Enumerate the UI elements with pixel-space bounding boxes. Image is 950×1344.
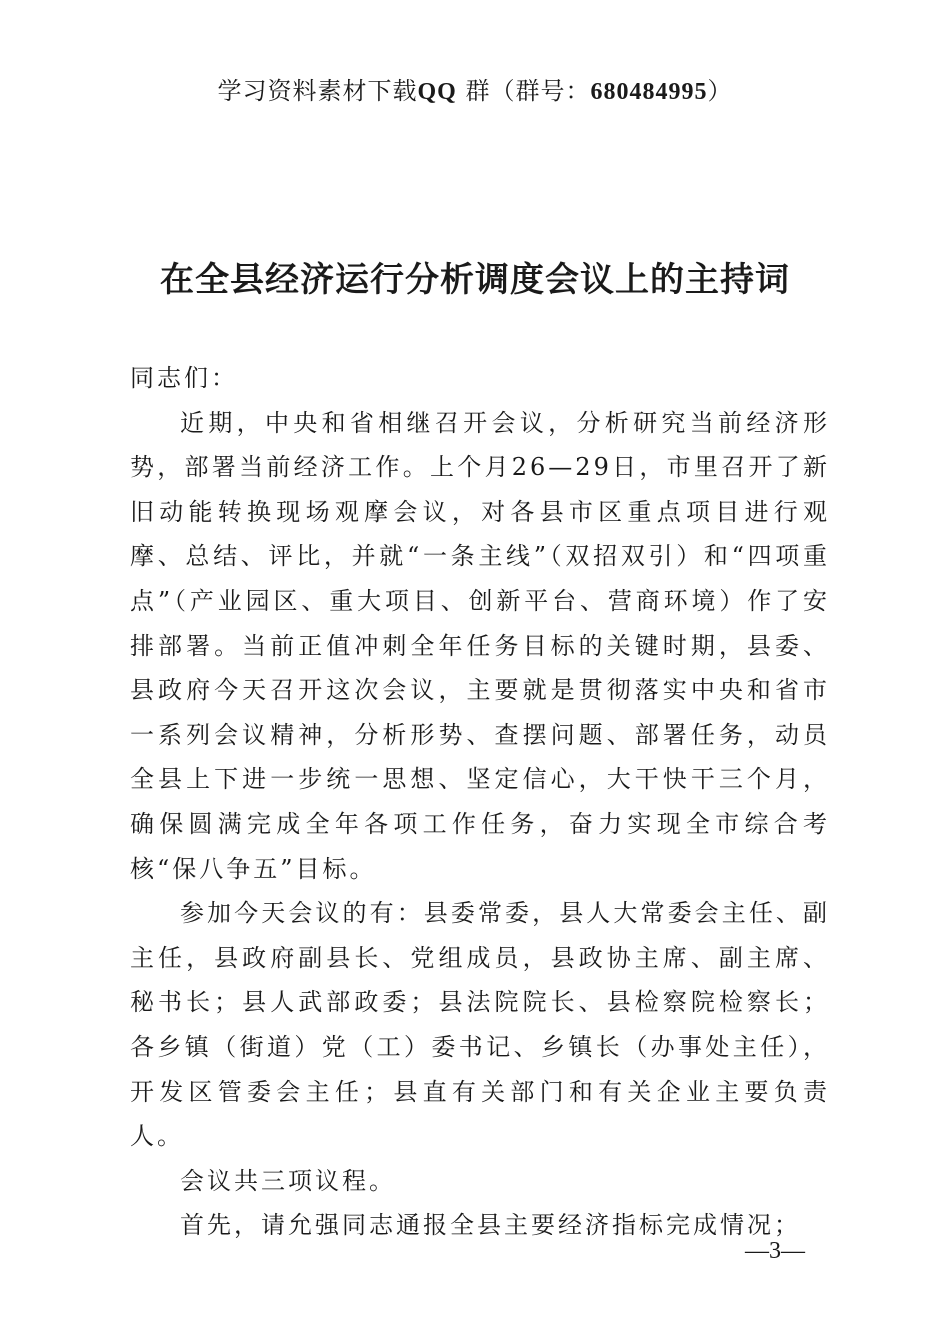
paragraph-attendees: 参加今天会议的有：县委常委，县人大常委会主任、副主任，县政府副县长、党组成员，县政协主席、副主席、秘书长；县人武部政委；县法院院长、县检察院检察长；各乡镇（街道）党（工）委书记、乡镇长（办事处主任），开发区管委会主任；县直有关部门和有关企业主要负责人。 [130, 899, 830, 1151]
paragraph-first-item: 首先，请允强同志通报全县主要经济指标完成情况； [180, 1211, 801, 1240]
document-title: 在全县经济运行分析调度会议上的主持词 [160, 260, 790, 300]
salutation: 同志们： [130, 364, 238, 392]
page-number: —3— [745, 1238, 805, 1264]
paragraph-agenda: 会议共三项议程。 [180, 1166, 396, 1195]
header-note [0, 74, 950, 109]
header-group-number: 680484995 [590, 79, 708, 105]
document-body [130, 356, 830, 1248]
header-qq: QQ [417, 79, 457, 105]
header-text-mid: 群（群号： [456, 77, 591, 105]
paragraph-intro: 近期，中央和省相继召开会议，分析研究当前经济形势，部署当前经济工作。上个月26—29日，市里召开了新旧动能转换现场观摩会议，对各县市区重点项目进行观摩、总结、评比，并就“一条主线”（双招双引）和“四项重点”（产业园区、重大项目、创新平台、营商环境）作了安排部署。当前正值冲刺全年任务目标的关键时期，县委、县政府今天召开这次会议，主要就是贯彻落实中央和省市一系列会议精神，分析形势、查摆问题、部署任务，动员全县上下进一步统一思想、坚定信心，大干快干三个月，确保圆满完成全年各项工作任务，奋力实现全市综合考核“保八争五”目标。 [130, 408, 830, 883]
header-text-suffix: ） [707, 77, 733, 105]
header-text-prefix: 学习资料素材下载 [217, 77, 418, 105]
